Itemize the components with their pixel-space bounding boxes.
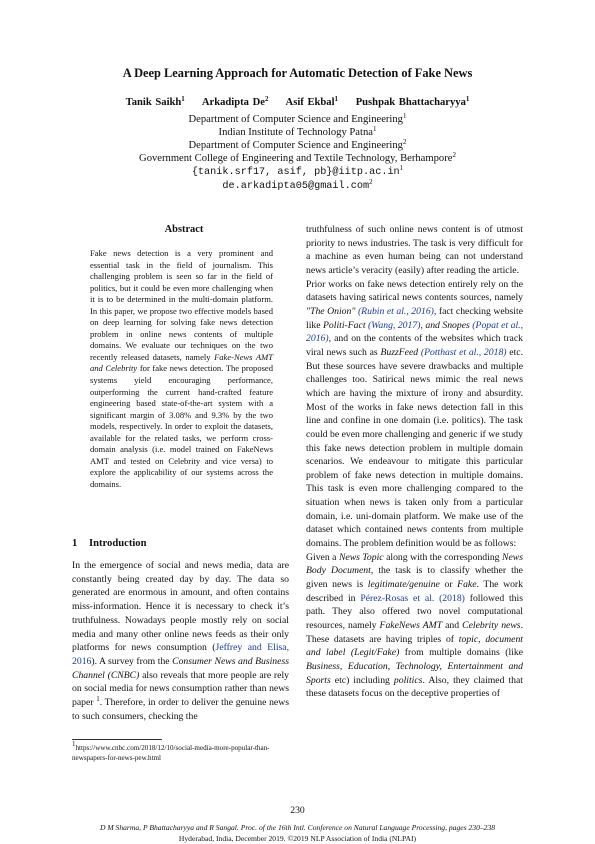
affiliation-line — [0, 113, 595, 126]
text: , fact checking website like — [306, 305, 523, 331]
text-italic: Politi-Fact — [323, 319, 368, 331]
affiliation-line — [0, 152, 595, 165]
text-italic: BuzzFeed — [380, 346, 421, 358]
intro-paragraph — [72, 559, 289, 723]
author-name: Arkadipta De — [201, 97, 265, 108]
paragraph — [306, 551, 523, 701]
text-italic: topic, document and label (Legit/Fake) — [306, 633, 523, 659]
citation-link[interactable]: (Potthast et al., 2018) — [420, 346, 507, 358]
citation-link[interactable]: Pérez-Rosas et al. (2018) — [360, 592, 465, 604]
citation-link[interactable]: (Wang, 2017) — [368, 319, 421, 331]
citation-link[interactable]: Jeffrey and Elisa, 2016 — [72, 642, 290, 667]
affiliation-text: Indian Institute of Technology Patna — [218, 127, 373, 138]
affiliation-text: Department of Computer Science and Engineering — [188, 140, 403, 151]
text-italic: legitimate/genuine — [367, 579, 440, 591]
intro-text: also reveals that more people are rely on social media for news consumption rather than news paper — [72, 669, 289, 709]
affiliation-block — [0, 113, 595, 193]
email-text: {tanik.srf17, asif, pb}@iitp.ac.in — [191, 167, 400, 178]
footnote — [72, 740, 289, 763]
email-line — [0, 165, 595, 179]
text: . Also, they claimed that these datasets focus on the deceptive properties of — [306, 674, 523, 700]
text-italic: Celebrity news — [462, 620, 521, 632]
author-name: Asif Ekbal — [285, 97, 335, 108]
email-line — [0, 179, 595, 193]
text: , the task is to classify whether the given news is — [306, 565, 523, 591]
footnote-rule — [72, 739, 162, 740]
affil-mark: 1 — [399, 164, 404, 172]
proceedings-line — [0, 822, 595, 833]
section-number: 1 — [72, 538, 78, 549]
paragraph: truthfulness of such online news content is of utmost priority to news industries. The task is very difficult for a machine as even human being can not understand news article’s veracity (easily) after reading the article. — [306, 224, 523, 276]
text-italic: News Topic — [338, 551, 384, 563]
footnote-number: 1 — [72, 740, 76, 748]
affiliation-text: Government College of Engineering and Textile Technology, Berhampore — [139, 153, 453, 164]
affil-mark: 2 — [452, 151, 456, 159]
abstract-text: Fake news detection is a very prominent and essential task in the field of journalism. This challenging problem is seen so far in the field of politics, but it could be even more challenging when it is to be determined in the multi-domain platform. In this paper, we propose two effective models based on deep learning for solving fake news detection problem in online news contents of multiple domains. We evaluate our techniques on the two recently released datasets, namely — [90, 248, 273, 362]
section-heading — [72, 538, 147, 549]
intro-text: In the emergence of social and news media, data are constantly being created day by day. The data so generated are enormous in amount, and often contains miss-information. Hence it is necessary to check it’s truthfulness. Nowadays people mostly rely on social media and many other online news feeds as their only platforms for news consumption ( — [72, 560, 289, 654]
affil-mark: 1 — [402, 112, 407, 120]
text: etc. But these sources have severe drawbacks and multiple challenges too. Satirical news mimic the real news which are having the mixture of irony and absurdity. Most of the works in fake news detection fall in this line and confine in one domain (i.e. politics). The task could be even more challenging and generic if we study this fake news detection problem in multiple domain scenarios. We endeavour to mitigate this particular problem of fake news detection in multiple domains. This task is even more challenging compared to the situation when news is taken only from a particular domain, i.e. uni-domain platform. We make use of the dataset which contained news contents from multiple domains. The problem definition would be as follows: — [306, 346, 523, 550]
intro-text-italic: Consumer News and Business Channel (CNBC) — [72, 655, 289, 681]
text-italic: News Body Document — [306, 551, 523, 577]
text: or — [439, 579, 458, 591]
text: , — [420, 319, 426, 331]
text-italic: and Snopes — [425, 319, 473, 331]
text: . These datasets are having triples of — [306, 620, 523, 645]
abstract-text: for fake news detection. The proposed systems yield encouraging performance, outperforming the current hand-crafted feature engineering based state-of-the-art system with a significant margin of 3.08% and 9.3% by the two models, respectively. In order to exploit the datasets, available for the related tasks, we perform cross-domain analysis (i.e. model trained on FakeNews AMT and tested on Celebrity and vice versa) to explore the applicability of our systems across the domains. — [90, 363, 273, 489]
affil-mark: 1 — [372, 125, 377, 133]
abstract-text-italic: Fake-News AMT and Celebrity — [90, 351, 273, 374]
affiliation-text: Department of Computer Science and Engineering — [188, 114, 403, 125]
abstract-body — [90, 248, 273, 490]
text-italic: Fake — [457, 579, 477, 591]
text: etc) including — [330, 674, 394, 686]
email-text: de.arkadipta05@gmail.com — [222, 181, 370, 192]
author-affil-mark: 1 — [181, 95, 185, 103]
affil-mark: 2 — [402, 138, 407, 146]
text: , and on the contents of the websites which track viral news such as — [306, 333, 523, 358]
author-name: Tanik Saikh — [125, 97, 182, 108]
text: and — [442, 620, 463, 632]
citation-link[interactable]: (Popat et al., 2016) — [306, 319, 523, 345]
right-column — [306, 223, 523, 701]
section-title: Introduction — [89, 538, 147, 549]
proceedings-line: Hyderabad, India, December 2019. ©2019 NLP Association of India (NLPAI) — [178, 834, 417, 843]
author-affil-mark: 1 — [465, 95, 470, 103]
text: Prior works on fake news detection entirely rely on the datasets having satirical news contents sources, namely — [306, 278, 523, 304]
author-list — [0, 97, 595, 108]
proceedings-citation: D M Sharma, P Bhattacharyya and R Sangal. Proc. of the 16th Intl. Conference on Natural Language Processing, pages 230–238 — [99, 823, 496, 832]
abstract-heading: Abstract — [164, 224, 204, 235]
paper-title: A Deep Learning Approach for Automatic Detection of Fake News — [122, 66, 473, 80]
affiliation-line — [0, 139, 595, 152]
text: from multiple domains (like — [399, 647, 523, 659]
intro-text: . Therefore, in order to deliver the genuine news to such consumers, checking the — [72, 697, 289, 722]
text-italic: FakeNews AMT — [379, 620, 443, 632]
text: along with the corresponding — [383, 551, 502, 563]
text: followed this path. They also offered two novel computational resources, namely — [306, 592, 523, 632]
proceedings-footer — [0, 822, 595, 844]
paragraph — [306, 278, 523, 551]
author-name: Pushpak Bhattacharyya — [355, 97, 466, 108]
affil-mark: 2 — [369, 178, 373, 186]
text-italic: "The Onion" — [306, 305, 358, 317]
text: . The work described in — [306, 579, 523, 604]
intro-text: ). A survey from the — [91, 655, 173, 667]
author-affil-mark: 2 — [264, 95, 269, 103]
footnote-url[interactable]: https://www.cnbc.com/2018/12/10/social-media-more-popular-than-newspapers-for-news-pew.html — [72, 744, 270, 762]
page-number: 230 — [290, 805, 305, 816]
footnote-mark[interactable]: 1 — [96, 695, 100, 704]
text-italic: Business, Education, Technology, Entertainment and Sports — [306, 661, 523, 686]
author-affil-mark: 1 — [334, 95, 339, 103]
affiliation-line — [0, 126, 595, 139]
text-italic: politics — [393, 674, 423, 686]
text: Given a — [306, 551, 339, 563]
citation-link[interactable]: (Rubin et al., 2016) — [357, 305, 434, 317]
